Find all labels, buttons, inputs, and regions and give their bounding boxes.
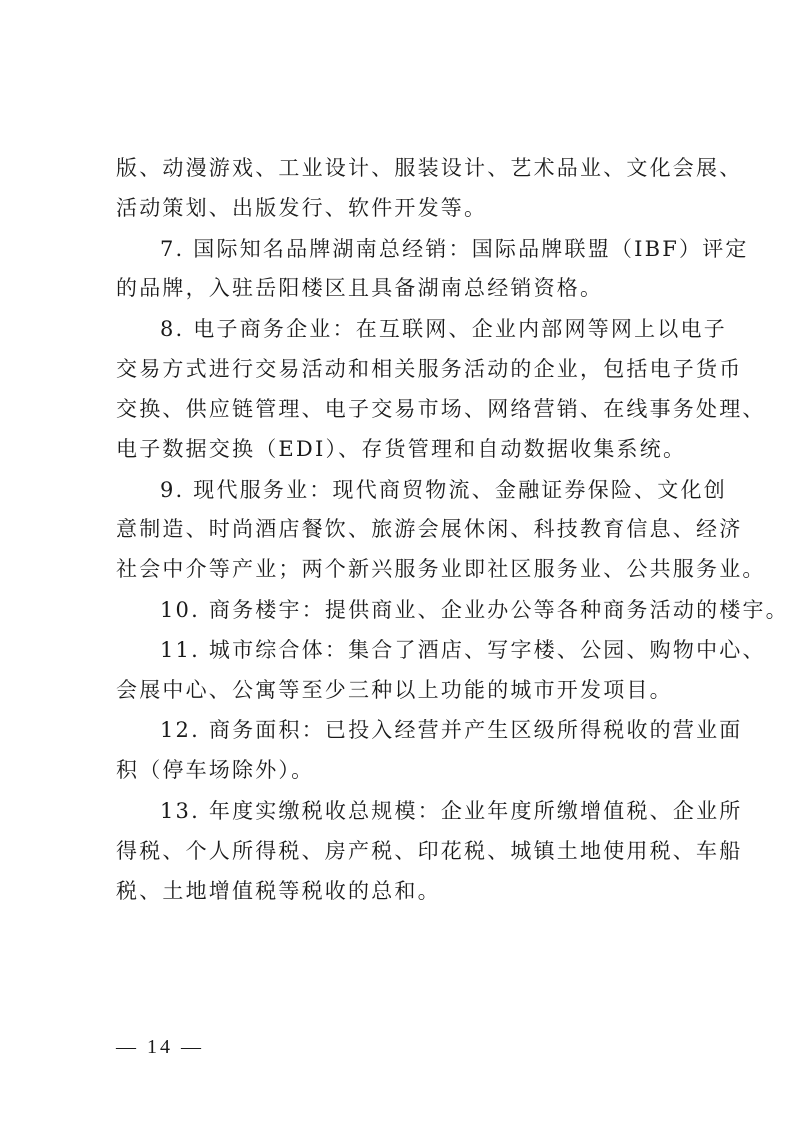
body-text-line: 活动策划、出版发行、软件开发等。: [116, 196, 488, 220]
item-11-line: 11. 城市综合体：集合了酒店、写字楼、公园、购物中心、: [160, 638, 766, 662]
item-7-line: 7. 国际知名品牌湖南总经销：国际品牌联盟（IBF）评定: [160, 237, 749, 261]
body-text-line: 积（停车场除外）。: [116, 758, 315, 782]
page-number: — 14 —: [116, 1036, 204, 1058]
body-text-line: 的品牌，入驻岳阳楼区且具备湖南总经销资格。: [116, 276, 604, 300]
body-text-line: 税、土地增值税等税收的总和。: [116, 879, 441, 903]
body-text-line: 会展中心、公寓等至少三种以上功能的城市开发项目。: [116, 678, 673, 702]
body-text-line: 意制造、时尚酒店餐饮、旅游会展休闲、科技教育信息、经济: [116, 517, 743, 541]
body-text-line: 得税、个人所得税、房产税、印花税、城镇土地使用税、车船: [116, 839, 743, 863]
body-text-line: 交易方式进行交易活动和相关服务活动的企业，包括电子货币: [116, 357, 743, 381]
item-8-line: 8. 电子商务企业：在互联网、企业内部网等网上以电子: [160, 317, 727, 341]
item-13-line: 13. 年度实缴税收总规模：企业年度所缴增值税、企业所: [160, 799, 743, 823]
body-text-line: 社会中介等产业；两个新兴服务业即社区服务业、公共服务业。: [116, 557, 766, 581]
body-text-line: 版、动漫游戏、工业设计、服装设计、艺术品业、文化会展、: [116, 156, 743, 180]
body-text-line: 电子数据交换（EDI）、存货管理和自动数据收集系统。: [116, 437, 687, 461]
item-12-line: 12. 商务面积：已投入经营并产生区级所得税收的营业面: [160, 718, 743, 742]
body-text-line: 交换、供应链管理、电子交易市场、网络营销、在线事务处理、: [116, 397, 766, 421]
item-9-line: 9. 现代服务业：现代商贸物流、金融证券保险、文化创: [160, 478, 727, 502]
item-10-line: 10. 商务楼宇：提供商业、企业办公等各种商务活动的楼宇。: [160, 598, 789, 622]
